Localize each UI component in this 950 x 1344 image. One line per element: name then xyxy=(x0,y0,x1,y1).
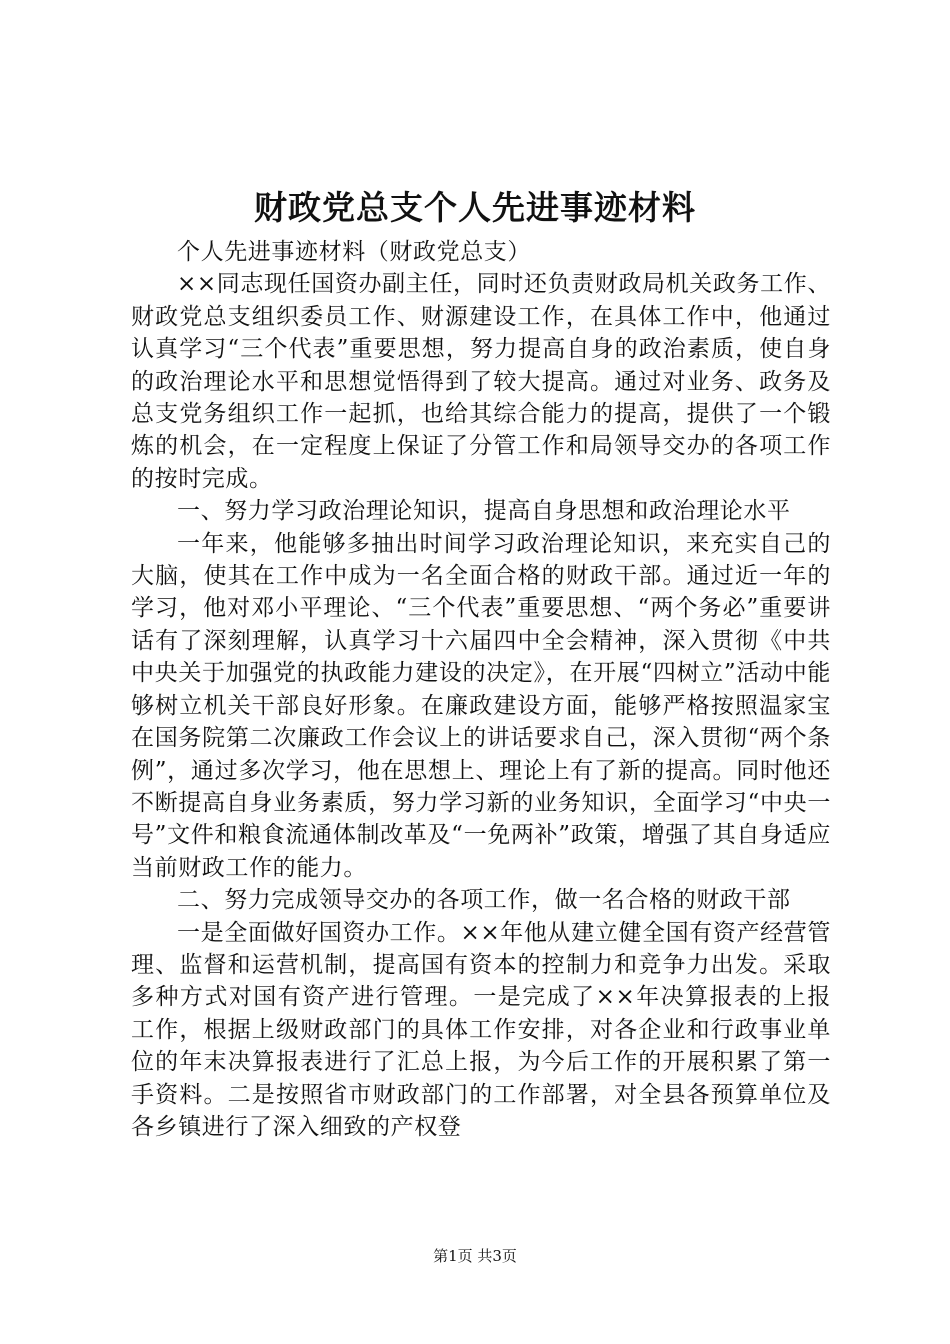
document-title: 财政党总支个人先进事迹材料 xyxy=(254,188,696,227)
paragraph-intro: ××同志现任国资办副主任，同时还负责财政局机关政务工作、财政党总支组织委员工作、财源建设工作，在具体工作中，他通过认真学习“三个代表”重要思想，努力提高自身的政治素质，使自身的政治理论水平和思想觉悟得到了较大提高。通过对业务、政务及总支党务组织工作一起抓，也给其综合能力的提高，提供了一个锻炼的机会，在一定程度上保证了分管工作和局领导交办的各项工作的按时完成。 xyxy=(131,271,831,492)
paragraph-subtitle: 个人先进事迹材料（财政党总支） xyxy=(177,239,531,265)
paragraph-section-1: 一年来，他能够多抽出时间学习政治理论知识，来充实自己的大脑，使其在工作中成为一名全面合格的财政干部。通过近一年的学习，他对邓小平理论、“三个代表”重要思想、“两个务必”重要讲话有了深刻理解，认真学习十六届四中全会精神，深入贯彻《中共中央关于加强党的执政能力建设的决定》，在开展“四树立”活动中能够树立机关干部良好形象。在廉政建设方面，能够严格按照温家宝在国务院第二次廉政工作会议上的讲话要求自己，深入贯彻“两个条例”，通过多次学习，他在思想上、理论上有了新的提高。同时他还不断提高自身业务素质，努力学习新的业务知识，全面学习“中央一号”文件和粮食流通体制改革及“一免两补”政策，增强了其自身适应当前财政工作的能力。 xyxy=(131,530,831,881)
paragraph-section-2: 一是全面做好国资办工作。××年他从建立健全国有资产经营管理、监督和运营机制，提高国有资本的控制力和竞争力出发。采取多种方式对国有资产进行管理。一是完成了××年决算报表的上报工作，根据上级财政部门的具体工作安排，对各企业和行政事业单位的年末决算报表进行了汇总上报，为今后工作的开展积累了第一手资料。二是按照省市财政部门的工作部署，对全县各预算单位及各乡镇进行了深入细致的产权登 xyxy=(131,919,831,1140)
section-heading-2: 二、努力完成领导交办的各项工作，做一名合格的财政干部 xyxy=(177,887,791,914)
page-footer: 第1页 共3页 xyxy=(433,1247,517,1265)
section-heading-1: 一、努力学习政治理论知识，提高自身思想和政治理论水平 xyxy=(177,498,791,525)
document-body xyxy=(131,236,831,1143)
